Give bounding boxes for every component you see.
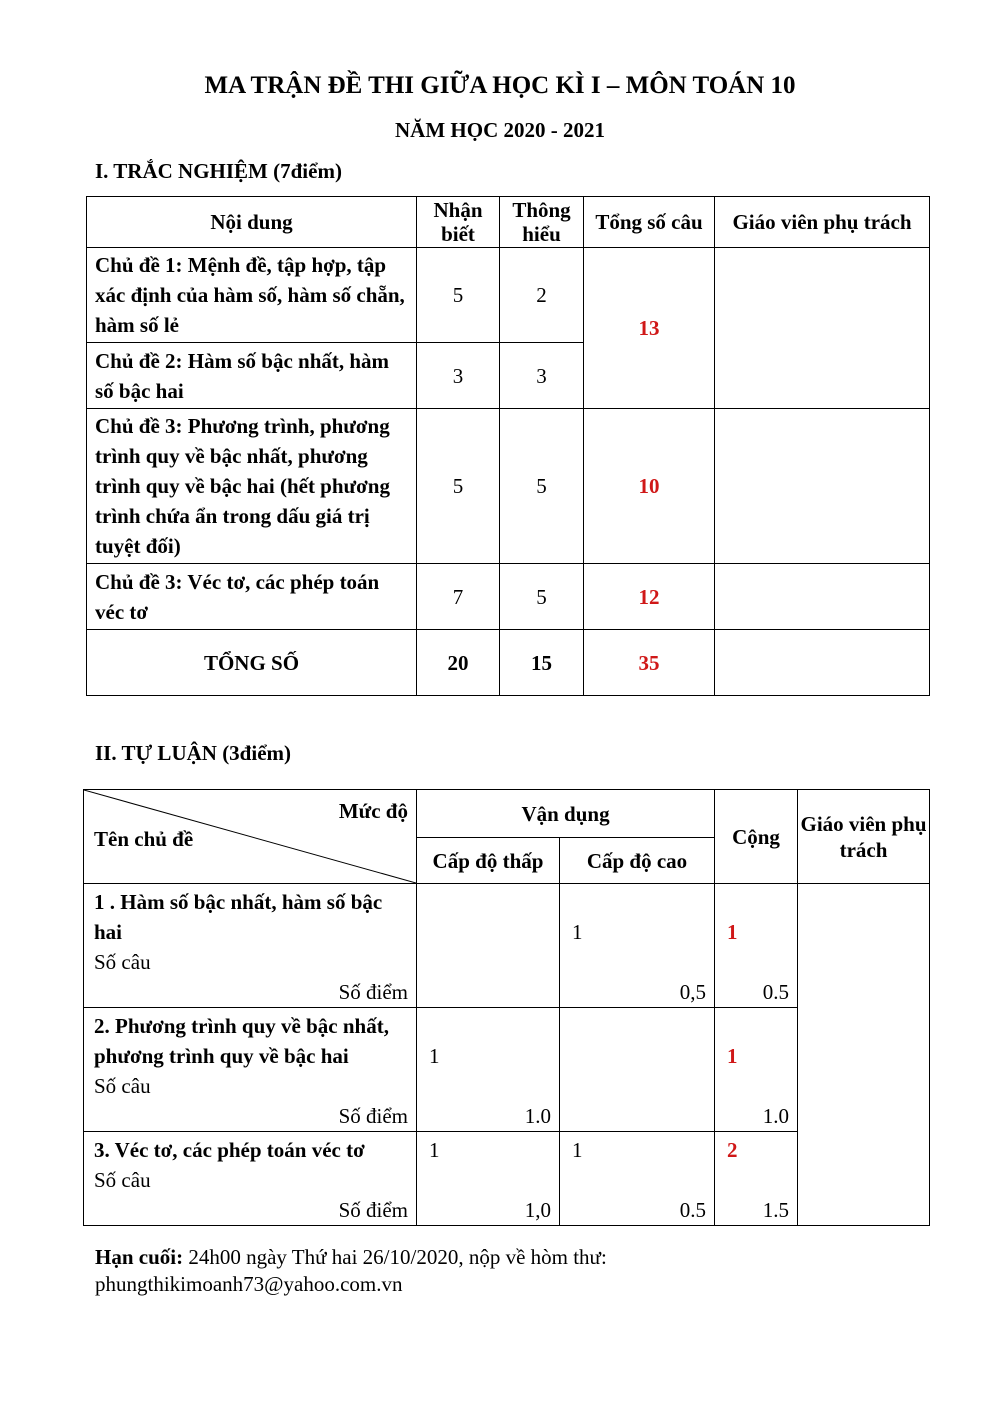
header-sum: Cộng bbox=[715, 790, 798, 884]
deadline-note bbox=[95, 1244, 607, 1298]
header-recognize: Nhận biết bbox=[417, 197, 500, 248]
teacher-cell bbox=[715, 630, 930, 696]
page-title: MA TRẬN ĐỀ THI GIỮA HỌC KÌ I – MÔN TOÁN 10 bbox=[204, 72, 796, 99]
header-teacher: Giáo viên phụ trách bbox=[715, 197, 930, 248]
sum-understand: 15 bbox=[500, 630, 584, 696]
score-label: Số điểm bbox=[338, 980, 408, 1004]
table-header-row bbox=[84, 790, 930, 838]
score-value: 0,5 bbox=[679, 980, 707, 1004]
sum-label: TỔNG SỐ bbox=[87, 630, 417, 696]
count-value: 1 bbox=[572, 920, 583, 944]
header-total: Tổng số câu bbox=[584, 197, 715, 248]
understand-cell: 5 bbox=[500, 409, 584, 564]
count-value: 1 bbox=[727, 1044, 738, 1068]
score-value: 1.0 bbox=[524, 1104, 551, 1128]
high-cell bbox=[560, 884, 715, 1008]
sum-cell bbox=[715, 1008, 798, 1132]
header-low: Cấp độ thấp bbox=[417, 838, 560, 884]
topic-cell bbox=[84, 884, 417, 1008]
count-value: 2 bbox=[727, 1138, 738, 1162]
score-label: Số điểm bbox=[338, 1104, 408, 1128]
topic-cell: Chủ đề 1: Mệnh đề, tập hợp, tập xác định của hàm số, hàm số chẵn, hàm số lẻ bbox=[87, 248, 417, 343]
teacher-cell bbox=[715, 564, 930, 630]
group-total-cell: 13 bbox=[584, 248, 715, 409]
low-cell bbox=[417, 1132, 560, 1226]
topic-name: 1 . Hàm số bậc nhất, hàm số bậc hai bbox=[94, 890, 383, 944]
recognize-cell: 7 bbox=[417, 564, 500, 630]
understand-cell: 5 bbox=[500, 564, 584, 630]
topic-cell: Chủ đề 3: Véc tơ, các phép toán véc tơ bbox=[87, 564, 417, 630]
score-value: 1.0 bbox=[762, 1104, 790, 1128]
table-row bbox=[87, 248, 930, 343]
header-high: Cấp độ cao bbox=[560, 838, 715, 884]
sum-total: 35 bbox=[584, 630, 715, 696]
table-row bbox=[87, 564, 930, 630]
topic-name: 3. Véc tơ, các phép toán véc tơ bbox=[94, 1138, 365, 1162]
count-label: Số câu bbox=[94, 950, 151, 974]
topic-cell bbox=[84, 1008, 417, 1132]
recognize-cell: 5 bbox=[417, 248, 500, 343]
topic-cell: Chủ đề 2: Hàm số bậc nhất, hàm số bậc hai bbox=[87, 343, 417, 409]
essay-matrix-table bbox=[83, 789, 930, 1226]
count-label: Số câu bbox=[94, 1168, 151, 1192]
deadline-text: 24h00 ngày Thứ hai 26/10/2020, nộp về hòm thư: bbox=[183, 1245, 607, 1269]
understand-cell: 2 bbox=[500, 248, 584, 343]
recognize-cell: 5 bbox=[417, 409, 500, 564]
score-value: 0.5 bbox=[762, 980, 790, 1004]
teacher-cell bbox=[798, 884, 930, 1226]
count-value: 1 bbox=[727, 920, 738, 944]
sum-recognize: 20 bbox=[417, 630, 500, 696]
count-label: Số câu bbox=[94, 1074, 151, 1098]
topic-name: 2. Phương trình quy về bậc nhất, phương trình quy về bậc hai bbox=[94, 1014, 389, 1068]
section-heading-multiple-choice: I. TRẮC NGHIỆM (7điểm) bbox=[95, 159, 342, 183]
teacher-cell bbox=[715, 409, 930, 564]
header-level: Mức độ bbox=[338, 799, 408, 823]
deadline-email[interactable]: phungthikimoanh73@yahoo.com.vn bbox=[95, 1272, 403, 1296]
topic-cell: Chủ đề 3: Phương trình, phương trình quy về bậc nhất, phương trình quy về bậc hai (hết phương trình chứa ẩn trong dấu giá trị tuyệt đối) bbox=[87, 409, 417, 564]
section-heading-essay: II. TỰ LUẬN (3điểm) bbox=[95, 741, 292, 765]
table-header-row bbox=[87, 197, 930, 248]
teacher-cell bbox=[715, 248, 930, 409]
count-value: 1 bbox=[429, 1044, 440, 1068]
total-cell: 10 bbox=[584, 409, 715, 564]
count-value: 1 bbox=[429, 1138, 440, 1162]
multiple-choice-matrix-table bbox=[86, 196, 930, 696]
table-row bbox=[87, 409, 930, 564]
high-cell bbox=[560, 1132, 715, 1226]
table-sum-row bbox=[87, 630, 930, 696]
diagonal-header-cell bbox=[84, 790, 417, 884]
header-topic-name: Tên chủ đề bbox=[94, 827, 194, 851]
score-value: 1.5 bbox=[762, 1198, 790, 1222]
table-row bbox=[84, 884, 930, 1008]
score-value: 0.5 bbox=[679, 1198, 707, 1222]
high-cell bbox=[560, 1008, 715, 1132]
count-value: 1 bbox=[572, 1138, 583, 1162]
header-content: Nội dung bbox=[87, 197, 417, 248]
sum-cell bbox=[715, 884, 798, 1008]
deadline-label: Hạn cuối: bbox=[95, 1245, 184, 1269]
low-cell bbox=[417, 884, 560, 1008]
understand-cell: 3 bbox=[500, 343, 584, 409]
topic-cell bbox=[84, 1132, 417, 1226]
header-understand: Thông hiểu bbox=[500, 197, 584, 248]
low-cell bbox=[417, 1008, 560, 1132]
score-label: Số điểm bbox=[338, 1198, 408, 1222]
sum-cell bbox=[715, 1132, 798, 1226]
score-value: 1,0 bbox=[524, 1198, 551, 1222]
header-teacher: Giáo viên phụ trách bbox=[798, 790, 930, 884]
page-subtitle: NĂM HỌC 2020 - 2021 bbox=[395, 118, 605, 142]
header-apply: Vận dụng bbox=[417, 790, 715, 838]
total-cell: 12 bbox=[584, 564, 715, 630]
recognize-cell: 3 bbox=[417, 343, 500, 409]
